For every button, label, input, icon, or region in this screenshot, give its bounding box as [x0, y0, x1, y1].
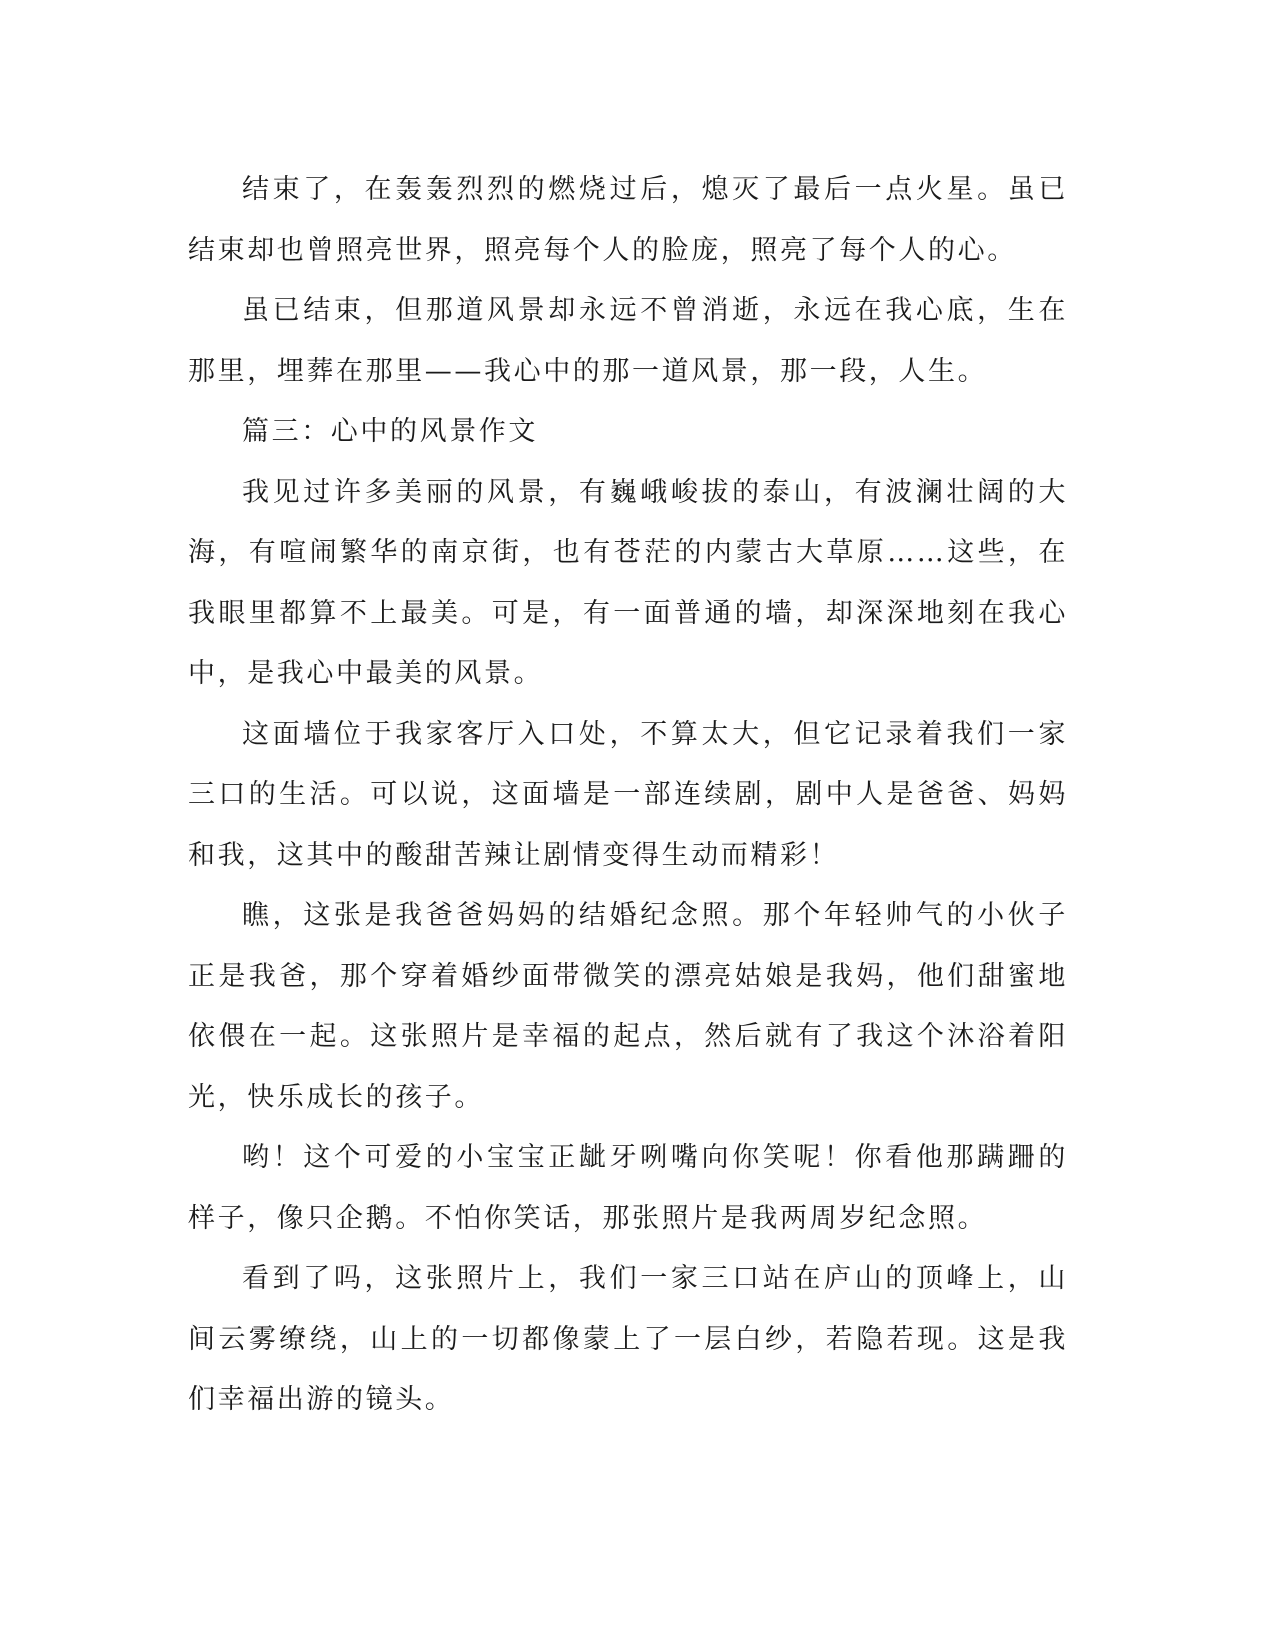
paragraph-3: 我见过许多美丽的风景，有巍峨峻拔的泰山，有波澜壮阔的大海，有喧闹繁华的南京街，也有苍茫的内蒙古大草原……这些，在我眼里都算不上最美。可是，有一面普通的墙，却深深地刻在我心中，是我心中最美的风景。	[188, 476, 1068, 689]
paragraph-7: 看到了吗，这张照片上，我们一家三口站在庐山的顶峰上，山间云雾缭绕，山上的一切都像蒙上了一层白纱，若隐若现。这是我们幸福出游的镜头。	[188, 1263, 1068, 1415]
paragraph-1: 结束了，在轰轰烈烈的燃烧过后，熄灭了最后一点火星。虽已结束却也曾照亮世界，照亮每个人的脸庞，照亮了每个人的心。	[188, 174, 1068, 266]
paragraph-5: 瞧，这张是我爸爸妈妈的结婚纪念照。那个年轻帅气的小伙子正是我爸，那个穿着婚纱面带微笑的漂亮姑娘是我妈，他们甜蜜地依偎在一起。这张照片是幸福的起点，然后就有了我这个沐浴着阳光，快乐成长的孩子。	[188, 900, 1068, 1113]
paragraph-6: 哟！这个可爱的小宝宝正龇牙咧嘴向你笑呢！你看他那蹒跚的样子，像只企鹅。不怕你笑话，那张照片是我两周岁纪念照。	[188, 1142, 1068, 1234]
section-heading: 篇三：心中的风景作文	[242, 416, 538, 447]
paragraph-2: 虽已结束，但那道风景却永远不曾消逝，永远在我心底，生在那里，埋葬在那里——我心中的那一道风景，那一段，人生。	[188, 295, 1068, 387]
document-body	[188, 160, 1068, 1431]
paragraph-4: 这面墙位于我家客厅入口处，不算太大，但它记录着我们一家三口的生活。可以说，这面墙是一部连续剧，剧中人是爸爸、妈妈和我，这其中的酸甜苦辣让剧情变得生动而精彩！	[188, 718, 1068, 871]
